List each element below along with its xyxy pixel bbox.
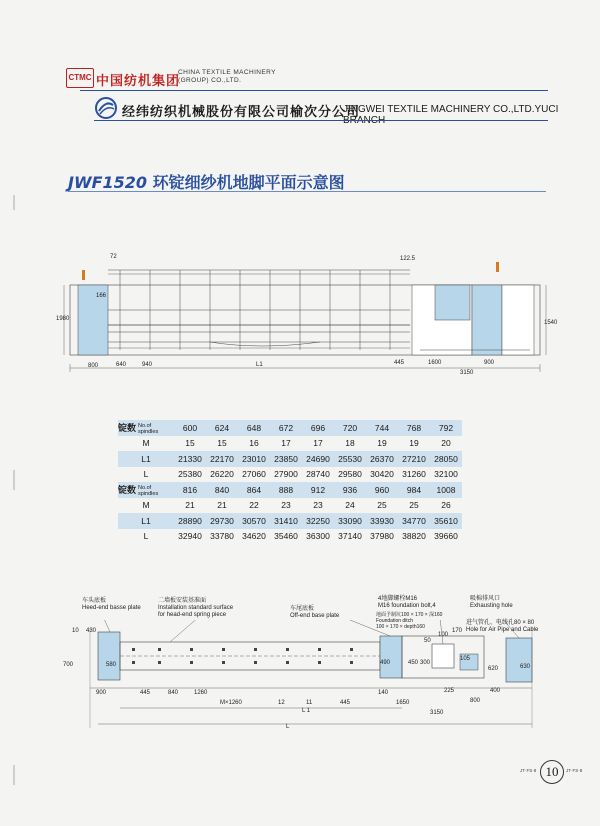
- title-text: 环锭细纱机地脚平面示意图: [152, 173, 345, 192]
- table-cell: 23: [281, 500, 291, 511]
- plan-dim-100: 100: [438, 632, 449, 638]
- table-cell: 31260: [402, 469, 426, 480]
- table-cell: 33930: [366, 513, 398, 529]
- table-cell: 18: [345, 438, 355, 449]
- plan-dim-105: 105: [460, 656, 471, 662]
- table-row: [118, 482, 462, 498]
- ctmc-logo: CTMC: [66, 68, 94, 88]
- table-cell: 21: [217, 500, 227, 511]
- elev-dim-left-166: 166: [96, 293, 107, 299]
- elev-dim-1600: 1600: [428, 360, 442, 366]
- label-head-end-en: Heed-end basse plate: [82, 605, 141, 611]
- plan-dim-3150: 3150: [430, 710, 444, 716]
- plan-ditch: [432, 644, 454, 668]
- plan-dim-800: 800: [470, 698, 481, 704]
- plan-dim-1650: 1650: [396, 700, 410, 706]
- table-cell: 15: [217, 438, 227, 449]
- spindles-label-cn-2: 锭数: [118, 485, 137, 496]
- signal-lamp-right: [496, 262, 499, 272]
- table-cell: 34770: [398, 513, 430, 529]
- group-name-cn: 中国纺机集团: [96, 74, 181, 89]
- table-cell: 29580: [338, 469, 362, 480]
- table-cell: 25: [377, 500, 387, 511]
- plan-dim-630: 630: [520, 664, 531, 670]
- table-cell: 1008: [430, 482, 462, 498]
- table-cell: 936: [334, 482, 366, 498]
- title-model: JWF1520: [68, 173, 148, 192]
- row-label-l1-2: L1: [118, 513, 174, 529]
- plan-dim-840: 840: [168, 690, 179, 696]
- label-air: [466, 620, 538, 634]
- table-cell: 34620: [242, 531, 266, 542]
- table-cell: 28740: [306, 469, 330, 480]
- table-cell: 39660: [434, 531, 458, 542]
- table-cell: 36300: [306, 531, 330, 542]
- table-cell: 33780: [210, 531, 234, 542]
- plan-dim-225: 225: [444, 688, 455, 694]
- plan-dim-445b: 445: [340, 700, 351, 706]
- elev-dim-900: 900: [484, 360, 495, 366]
- table-cell: 15: [185, 438, 195, 449]
- table-cell: 696: [302, 420, 334, 436]
- plan-dim-l1: L 1: [302, 708, 311, 714]
- spindles-label-en: [138, 423, 158, 435]
- footer-small-right: JT·FS·8: [566, 768, 583, 773]
- table-cell: 29730: [206, 513, 238, 529]
- header-rule-top: [80, 90, 548, 91]
- row-label-l1: L1: [118, 451, 174, 467]
- table-cell: 19: [409, 438, 419, 449]
- table-cell: 720: [334, 420, 366, 436]
- label-exhaust-cn: 吸棉排风口: [470, 596, 501, 602]
- row-label-l: L: [143, 469, 149, 480]
- table-cell: 19: [377, 438, 387, 449]
- table-cell: 35610: [430, 513, 462, 529]
- label-bolt-cn: 4地脚螺栓M16: [378, 596, 418, 602]
- label-exhaust-en: Exhausting hole: [470, 603, 513, 609]
- table-cell: 23850: [270, 451, 302, 467]
- table-row: [118, 420, 462, 436]
- plan-dim-m1260: M×1260: [220, 700, 242, 706]
- table-cell: 28050: [430, 451, 462, 467]
- elev-dim-3150: 3150: [460, 370, 474, 376]
- group-name-en-line2: (GROUP) CO.,LTD.: [178, 77, 242, 84]
- table-cell: 672: [270, 420, 302, 436]
- elev-dim-800: 800: [88, 363, 99, 369]
- elev-dim-445: 445: [394, 360, 405, 366]
- plan-dim-10: 10: [72, 628, 79, 634]
- table-cell: 648: [238, 420, 270, 436]
- table-cell: 960: [366, 482, 398, 498]
- plan-dim-140: 140: [378, 690, 389, 696]
- label-bolt-en: M16 foundation bolt,4: [378, 603, 436, 609]
- plan-dim-400: 400: [490, 688, 501, 694]
- table-row: [118, 498, 462, 514]
- table-cell: 17: [313, 438, 323, 449]
- plan-dim-620: 620: [488, 666, 499, 672]
- table-cell: 26220: [210, 469, 234, 480]
- table-cell: 23010: [238, 451, 270, 467]
- table-cell: 16: [249, 438, 259, 449]
- table-cell: 26370: [366, 451, 398, 467]
- label-ditch: [376, 612, 442, 630]
- table-cell: 768: [398, 420, 430, 436]
- table-cell: 30570: [238, 513, 270, 529]
- foundation-plan-drawing: [60, 620, 550, 740]
- plan-dim-580: 580: [106, 662, 117, 668]
- table-cell: 30420: [370, 469, 394, 480]
- table-cell: 792: [430, 420, 462, 436]
- label-air-en: Hole for Air Pipe and Cable: [466, 627, 539, 633]
- table-cell: 32250: [302, 513, 334, 529]
- table-cell: 840: [206, 482, 238, 498]
- page-number: 10: [540, 760, 564, 784]
- table-cell: 23: [313, 500, 323, 511]
- machine-elevation-drawing: [60, 250, 550, 380]
- table-cell: 21: [185, 500, 195, 511]
- page-title: [68, 170, 345, 193]
- table-cell: 17: [281, 438, 291, 449]
- table-cell: 24: [345, 500, 355, 511]
- table-cell: 28890: [174, 513, 206, 529]
- spindles-header: [118, 420, 174, 436]
- label-spring-en-2: for head-end spring piece: [158, 612, 227, 618]
- table-cell: 984: [398, 482, 430, 498]
- table-cell: 32100: [434, 469, 458, 480]
- table-cell: 24690: [302, 451, 334, 467]
- table-cell: 22: [249, 500, 259, 511]
- spindles-label-en-2: spindles: [138, 428, 159, 435]
- table-row: [118, 513, 462, 529]
- table-cell: 25530: [334, 451, 366, 467]
- elev-dim-640: 640: [116, 362, 127, 368]
- table-cell: 624: [206, 420, 238, 436]
- plan-dim-490: 490: [380, 660, 391, 666]
- row-label-m: M: [142, 438, 150, 449]
- elev-dim-940: 940: [142, 362, 153, 368]
- plan-dim-300: 300: [420, 660, 431, 666]
- table-cell: 888: [270, 482, 302, 498]
- plan-exhaust-cabinet: [506, 638, 532, 682]
- table-cell: 31410: [270, 513, 302, 529]
- spindles-header-2: [118, 482, 174, 498]
- table-cell: 27900: [274, 469, 298, 480]
- plan-head-plate: [98, 632, 120, 680]
- spindles-label-en-1: No.of: [138, 422, 152, 429]
- label-bolt: [378, 596, 436, 610]
- label-spring-en-1: Installation standard surface: [158, 605, 234, 611]
- label-exhaust: [470, 596, 513, 610]
- spindle-spec-table: [118, 420, 462, 544]
- label-air-cn: 进气管孔、电线孔80 × 80: [466, 620, 535, 626]
- label-head-end: [82, 598, 141, 612]
- spindles-label-en-b2: spindles: [138, 490, 159, 497]
- spindles-label-en-b1: No.of: [138, 484, 152, 491]
- row-label-l-2: L: [143, 531, 149, 542]
- elev-dim-l1: L1: [256, 362, 263, 368]
- table-cell: 37980: [370, 531, 394, 542]
- label-ditch-en-1: Foundation ditch: [376, 618, 413, 624]
- table-row: [118, 467, 462, 483]
- table-cell: 21330: [174, 451, 206, 467]
- table-cell: 35460: [274, 531, 298, 542]
- table-cell: 864: [238, 482, 270, 498]
- table-cell: 27210: [398, 451, 430, 467]
- label-off-end: [290, 606, 339, 620]
- group-name-en: [178, 69, 276, 85]
- spindles-label-en-b: [138, 485, 158, 497]
- table-row: [118, 451, 462, 467]
- table-cell: 22170: [206, 451, 238, 467]
- plan-dim-430: 430: [86, 628, 97, 634]
- label-spring: [158, 598, 233, 619]
- table-cell: 27060: [242, 469, 266, 480]
- table-cell: 912: [302, 482, 334, 498]
- elev-dim-left-1980: 1980: [56, 316, 70, 322]
- table-row: [118, 436, 462, 452]
- elevation-tail-cabinet: [472, 285, 502, 355]
- plan-dim-170: 170: [452, 628, 463, 634]
- plan-dim-l: L: [286, 724, 290, 730]
- elev-dim-right-1540: 1540: [544, 320, 558, 326]
- plan-dim-445a: 445: [140, 690, 151, 696]
- table-cell: 32940: [178, 531, 202, 542]
- table-cell: 33090: [334, 513, 366, 529]
- table-cell: 816: [174, 482, 206, 498]
- label-ditch-cn: 地面予制坑100 × 170 × 深160: [376, 612, 443, 618]
- plan-dim-1260: 1260: [194, 690, 208, 696]
- label-off-end-en: Off-end base plate: [290, 613, 340, 619]
- footer-small-left: JT·FS·8: [520, 768, 537, 773]
- label-spring-cn: 二墙板安装基准面: [158, 598, 207, 604]
- table-row: [118, 529, 462, 545]
- jingwei-logo-icon: [94, 96, 118, 120]
- elev-dim-top-72: 72: [110, 254, 117, 260]
- company-name-cn: 经纬纺织机械股份有限公司榆次分公司: [122, 105, 361, 120]
- spindles-label-cn: 锭数: [118, 423, 137, 434]
- elev-dim-top-122: 122.5: [400, 256, 416, 262]
- group-name-en-line1: CHINA TEXTILE MACHINERY: [178, 69, 276, 76]
- company-name-en: JINGWEI TEXTILE MACHINERY CO.,LTD.YUCI BRANCH: [343, 104, 559, 126]
- table-cell: 25: [409, 500, 419, 511]
- plan-dim-50: 50: [424, 638, 431, 644]
- plan-dim-700: 700: [63, 662, 74, 668]
- plan-dim-12: 12: [278, 700, 285, 706]
- table-cell: 37140: [338, 531, 362, 542]
- table-cell: 744: [366, 420, 398, 436]
- signal-lamp-left: [82, 270, 85, 280]
- label-head-end-cn: 车头底板: [82, 598, 107, 604]
- plan-dim-450: 450: [408, 660, 419, 666]
- table-cell: 38820: [402, 531, 426, 542]
- title-rule: [68, 191, 546, 192]
- row-label-m-2: M: [142, 500, 150, 511]
- label-off-end-cn: 车尾底板: [290, 606, 315, 612]
- margin-marks: [0, 0, 20, 826]
- plan-dim-11: 11: [306, 700, 313, 706]
- table-cell: 25380: [178, 469, 202, 480]
- plan-dim-900: 900: [96, 690, 107, 696]
- plan-offend-plate: [380, 636, 402, 678]
- table-cell: 26: [441, 500, 451, 511]
- header-rule-bottom: [94, 120, 548, 121]
- table-cell: 600: [174, 420, 206, 436]
- label-ditch-en-2: 100 × 170 × depth160: [376, 624, 425, 630]
- table-cell: 20: [441, 438, 451, 449]
